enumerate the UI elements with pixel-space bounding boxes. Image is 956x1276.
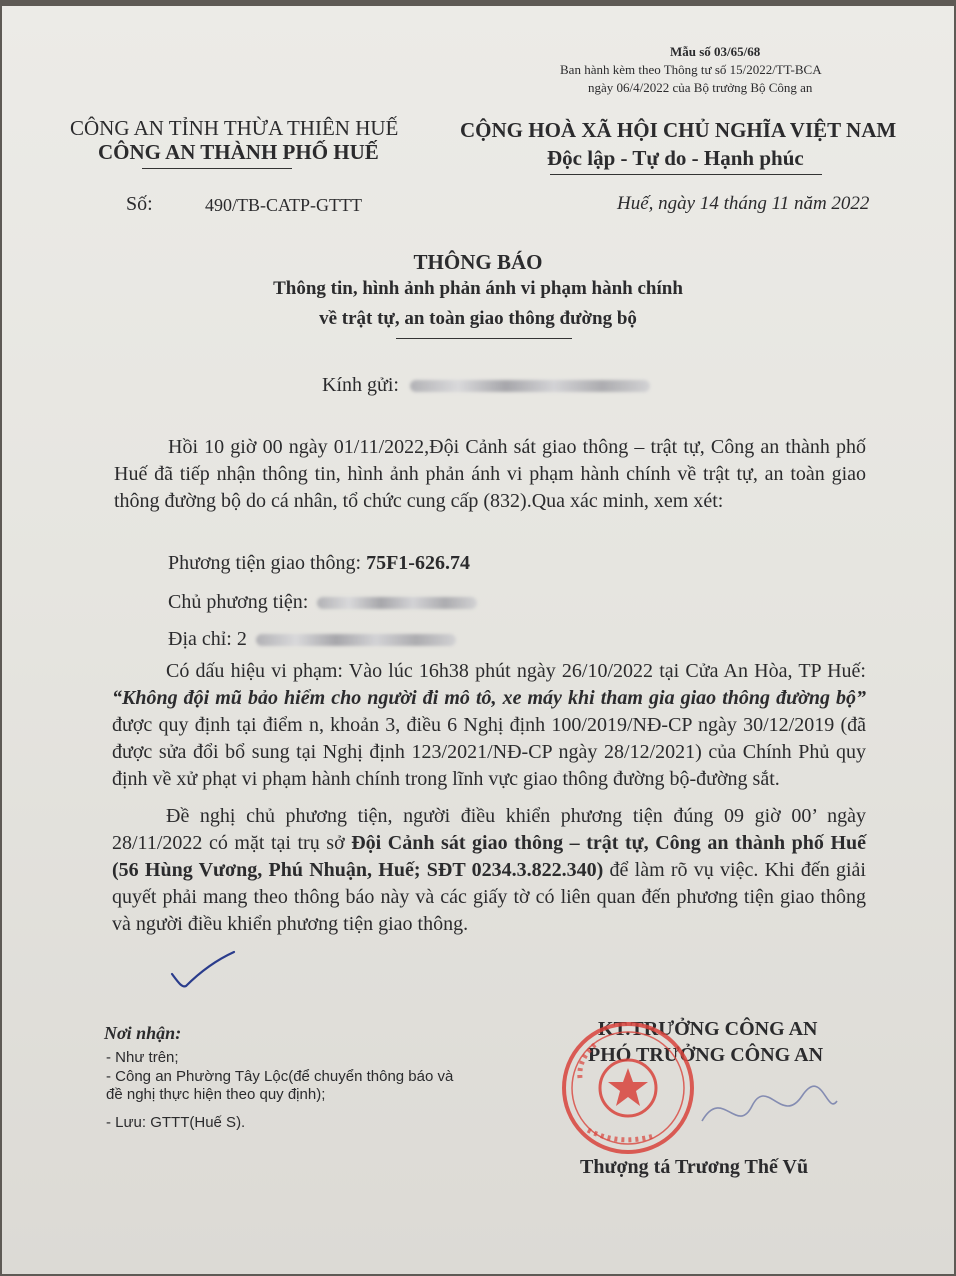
- agency-name: CÔNG AN THÀNH PHỐ HUẾ: [98, 140, 379, 164]
- violation-paragraph: [112, 658, 866, 793]
- form-circular-date: ngày 06/4/2022 của Bộ trưởng Bộ Công an: [588, 80, 813, 95]
- form-number: Mẫu số 03/65/68: [670, 44, 761, 59]
- request-details: để làm rõ vụ việc. Khi đến giải quyết phải mang theo thông báo này và các giấy tờ có liên quan đến phương tiện giao thông và người điều khiển phương tiện giao thông.: [112, 859, 866, 935]
- recipient-item: - Lưu: GTTT(Huế S).: [106, 1114, 246, 1131]
- redacted-owner: [317, 597, 477, 609]
- red-seal-stamp: [558, 1018, 698, 1158]
- signer-position-1: KT.TRƯỞNG CÔNG AN: [598, 1018, 818, 1040]
- recipient-item: - Công an Phường Tây Lộc(để chuyển thông báo và: [106, 1068, 454, 1085]
- vehicle-label: Phương tiện giao thông:: [168, 552, 362, 574]
- agency-underline: [142, 168, 292, 169]
- vehicle-field: [168, 552, 470, 575]
- motto-underline: [550, 174, 822, 175]
- handwritten-check-mark: [162, 946, 242, 996]
- doc-subtitle-1: Thông tin, hình ảnh phản ánh vi phạm hành chính: [273, 278, 683, 299]
- doc-number: 490/TB-CATP-GTTT: [205, 195, 362, 215]
- title-underline: [396, 338, 572, 339]
- doc-title: THÔNG BÁO: [413, 250, 543, 274]
- notice-document: [2, 6, 954, 1274]
- signer-name: Thượng tá Trương Thế Vũ: [580, 1156, 809, 1178]
- signer-position-2: PHÓ TRƯỞNG CÔNG AN: [588, 1044, 824, 1066]
- violation-section: [112, 658, 866, 938]
- recipient-label: Kính gửi:: [322, 374, 399, 396]
- agency-parent: CÔNG AN TỈNH THỪA THIÊN HUẾ: [70, 116, 399, 140]
- violation-quote: “Không đội mũ bảo hiểm cho người đi mô tô, xe máy khi tham gia giao thông đường bộ”: [112, 687, 866, 709]
- recipients-title: Nơi nhận:: [104, 1023, 182, 1043]
- request-location: Đội Cảnh sát giao thông – trật tự, Công an thành phố Huế (56 Hùng Vương, Phú Nhuận, Huế; SĐT 0234.3.822.340): [112, 832, 866, 881]
- vehicle-plate: 75F1-626.74: [366, 552, 470, 574]
- violation-legal-basis: được quy định tại điểm n, khoản 3, điều 6 Nghị định 100/2019/NĐ-CP ngày 30/12/2019 (đã được sửa đổi bổ sung tại Nghị định 123/2021/NĐ-CP ngày 28/12/2021) của Chính Phủ quy định về xử phạt vi phạm hành chính trong lĩnh vực giao thông đường bộ-đường sắt.: [112, 714, 866, 790]
- doc-subtitle-2: về trật tự, an toàn giao thông đường bộ: [319, 308, 637, 329]
- nation-name: CỘNG HOÀ XÃ HỘI CHỦ NGHĨA VIỆT NAM: [460, 118, 897, 142]
- recipient-line: [322, 374, 650, 397]
- request-paragraph: [112, 803, 866, 938]
- national-motto: Độc lập - Tự do - Hạnh phúc: [547, 146, 804, 170]
- violation-intro: Có dấu hiệu vi phạm: Vào lúc 16h38 phút ngày 26/10/2022 tại Cửa An Hòa, TP Huế:: [166, 660, 866, 682]
- redacted-address: [256, 634, 456, 646]
- handwritten-signature: [692, 1076, 842, 1146]
- form-circular-ref: Ban hành kèm theo Thông tư số 15/2022/TT-BCA: [560, 62, 822, 77]
- recipient-item: đề nghị thực hiện theo quy định);: [106, 1086, 326, 1103]
- intro-text: Hồi 10 giờ 00 ngày 01/11/2022,Đội Cảnh sát giao thông – trật tự, Công an thành phố Huế đã tiếp nhận thông tin, hình ảnh phản ánh vi phạm hành chính về trật tự, an toàn giao thông đường bộ do cá nhân, tổ chức cung cấp (832).Qua xác minh, xem xét:: [114, 436, 866, 512]
- address-field: [168, 628, 456, 651]
- request-intro: Đề nghị chủ phương tiện, người điều khiển phương tiện đúng 09 giờ 00’ ngày 28/11/2022 có mặt tại trụ sở: [112, 805, 866, 854]
- issue-date: Huế, ngày 14 tháng 11 năm 2022: [617, 193, 870, 214]
- address-prefix: 2: [236, 628, 247, 650]
- redacted-recipient: [410, 380, 650, 392]
- owner-field: [168, 591, 477, 614]
- recipient-item: - Như trên;: [106, 1049, 179, 1066]
- intro-paragraph: [114, 434, 866, 515]
- address-label: Địa chỉ:: [168, 628, 232, 650]
- owner-label: Chủ phương tiện:: [168, 591, 309, 613]
- doc-number-label: Số:: [126, 193, 153, 215]
